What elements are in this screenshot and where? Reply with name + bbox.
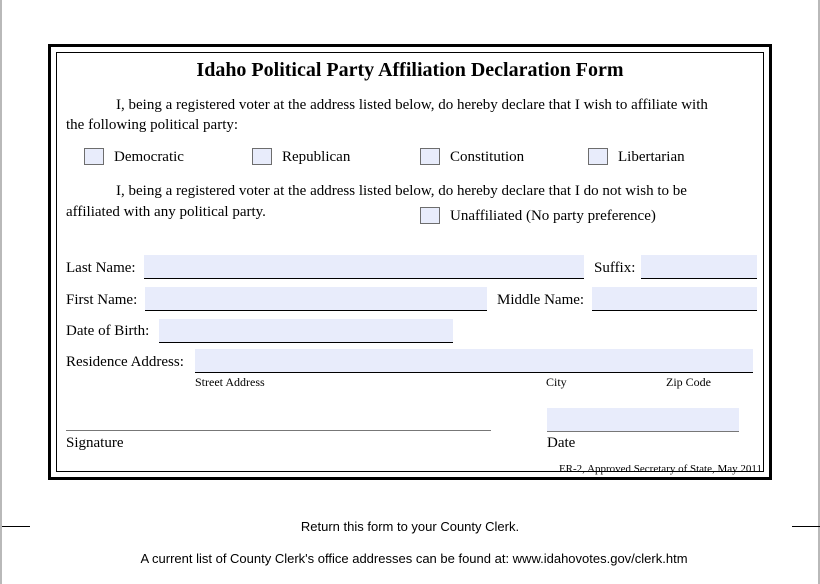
return-instruction: Return this form to your County Clerk. [300, 519, 520, 534]
unaffiliated-statement-line1: I, being a registered voter at the address listed below, do hereby declare that I do not wish to be [116, 183, 687, 199]
residence-address-label: Residence Address: [66, 354, 184, 370]
signature-label: Signature [66, 435, 124, 451]
street-address-caption: Street Address [195, 375, 265, 389]
label-democratic: Democratic [114, 149, 184, 165]
last-name-label: Last Name: [66, 260, 136, 276]
unaffiliated-statement-line2: affiliated with any political party. [66, 204, 266, 220]
first-name-field[interactable] [145, 287, 487, 311]
page-edge-left [0, 0, 2, 584]
form-approval-code: ER-2, Approved Secretary of State, May 2011 [558, 463, 762, 475]
checkbox-constitution[interactable] [420, 148, 440, 165]
label-unaffiliated: Unaffiliated (No party preference) [450, 208, 656, 224]
affiliate-statement-line2: the following political party: [66, 117, 239, 133]
date-of-birth-field[interactable] [159, 319, 453, 343]
checkbox-democratic[interactable] [84, 148, 104, 165]
date-field[interactable] [547, 408, 739, 432]
affiliate-statement-line1: I, being a registered voter at the address listed below, do hereby declare that I wish to affiliate with [116, 97, 708, 113]
label-libertarian: Libertarian [618, 149, 685, 165]
suffix-field[interactable] [641, 255, 757, 279]
last-name-field[interactable] [144, 255, 584, 279]
first-name-label: First Name: [66, 292, 138, 308]
date-of-birth-label: Date of Birth: [66, 323, 150, 339]
clerk-address-note: A current list of County Clerk's office addresses can be found at: www.idahovotes.gov/clerk.htm [140, 551, 688, 566]
zip-code-caption: Zip Code [666, 375, 711, 389]
middle-name-field[interactable] [592, 287, 757, 311]
checkbox-republican[interactable] [252, 148, 272, 165]
label-republican: Republican [282, 149, 351, 165]
form-title: Idaho Political Party Affiliation Declaration Form [196, 59, 624, 81]
city-caption: City [546, 375, 567, 389]
checkbox-libertarian[interactable] [588, 148, 608, 165]
middle-name-label: Middle Name: [497, 292, 585, 308]
date-label: Date [547, 435, 576, 451]
suffix-label: Suffix: [594, 260, 636, 276]
residence-address-field[interactable] [195, 349, 753, 373]
checkbox-unaffiliated[interactable] [420, 207, 440, 224]
label-constitution: Constitution [450, 149, 525, 165]
signature-line[interactable] [66, 430, 491, 431]
form-border [48, 44, 772, 480]
